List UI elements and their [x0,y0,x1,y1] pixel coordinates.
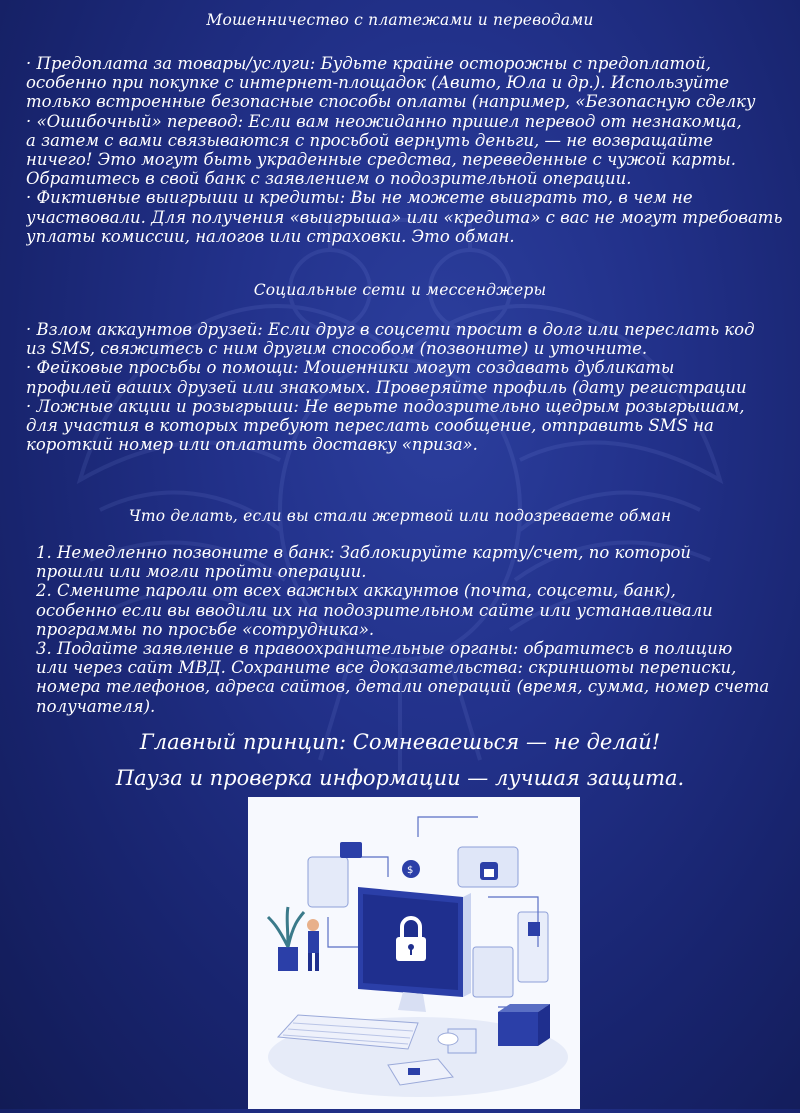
text-line: а затем с вами связываются с просьбой вернуть деньги, — не возвращайте [26,130,713,150]
text-line: номера телефонов, адреса сайтов, детали операций (время, сумма, номер счета [36,677,770,697]
section-title-what-to-do: Что делать, если вы стали жертвой или подозреваете обман [128,507,672,525]
text-line: короткий номер или оплатить доставку «приза». [26,435,478,455]
text-line: · Фиктивные выигрыши и кредиты: Вы не можете выиграть то, в чем не [26,188,693,208]
text-line: получателя). [36,696,156,716]
text-line: · Предоплата за товары/услуги: Будьте крайне осторожны с предоплатой, [26,54,711,73]
text-line: · Взлом аккаунтов друзей: Если друг в соцсети просит в долг или переслать код [26,320,755,339]
text-line: · Ложные акции и розыгрыши: Не верьте подозрительно щедрым розыгрышам, [26,396,745,416]
svg-text:$: $ [407,865,414,876]
text-line: · «Ошибочный» перевод: Если вам неожиданно пришел перевод от незнакомца, [26,111,742,131]
section-title-payments: Мошенничество с платежами и переводами [206,11,594,29]
text-line: программы по просьбе «сотрудника». [36,619,375,639]
text-line: 2. Смените пароли от всех важных аккаунтов (почта, соцсети, банк), [36,581,676,601]
text-line: участвовали. Для получения «выигрыша» или «кредита» с вас не могут требовать [26,207,783,227]
section-title-social: Социальные сети и мессенджеры [253,281,547,299]
text-line: особенно при покупке с интернет-площадок (Авито, Юла и др.). Используйте [26,73,729,93]
section-body-social [26,320,800,454]
text-line: уплаты комиссии, налогов или страховки. Это обман. [26,226,515,246]
text-line: 3. Подайте заявление в правоохранительные органы: обратитесь в полицию [36,639,733,659]
text-line: для участия в которых требуют переслать сообщение, отправить SMS на [26,416,714,436]
cybersecurity-illustration [248,797,580,1109]
text-line: 1. Немедленно позвоните в банк: Заблокируйте карту/счет, по которой [36,543,692,562]
section-body-payments [26,54,800,246]
text-line: ничего! Это могут быть украденные средства, переведенные с чужой карты. [26,150,736,170]
section-body-what-to-do [36,543,800,716]
text-line: прошли или могли пройти операции. [36,562,367,582]
text-line: · Фейковые просьбы о помощи: Мошенники могут создавать дубликаты [26,358,675,378]
text-line: из SMS, свяжитесь с ним другим способом (позвоните) и уточните. [26,339,648,359]
text-line: особенно если вы вводили их на подозрительном сайте или устанавливали [36,600,713,620]
lock-computer-illustration-icon [248,797,580,1109]
text-line: или через сайт МВД. Сохраните все доказательства: скриншоты переписки, [36,658,737,678]
text-line: только встроенные безопасные способы оплаты (например, «Безопасную сделку [26,92,756,112]
text-line: Обратитесь в свой банк с заявлением о подозрительной операции. [26,169,632,189]
motto-line-2: Пауза и проверка информации — лучшая защита. [115,766,685,790]
text-line: профилей ваших друзей или знакомых. Проверяйте профиль (дату регистрации [26,377,747,397]
motto-line-1: Главный принцип: Сомневаешься — не делай! [139,730,661,754]
